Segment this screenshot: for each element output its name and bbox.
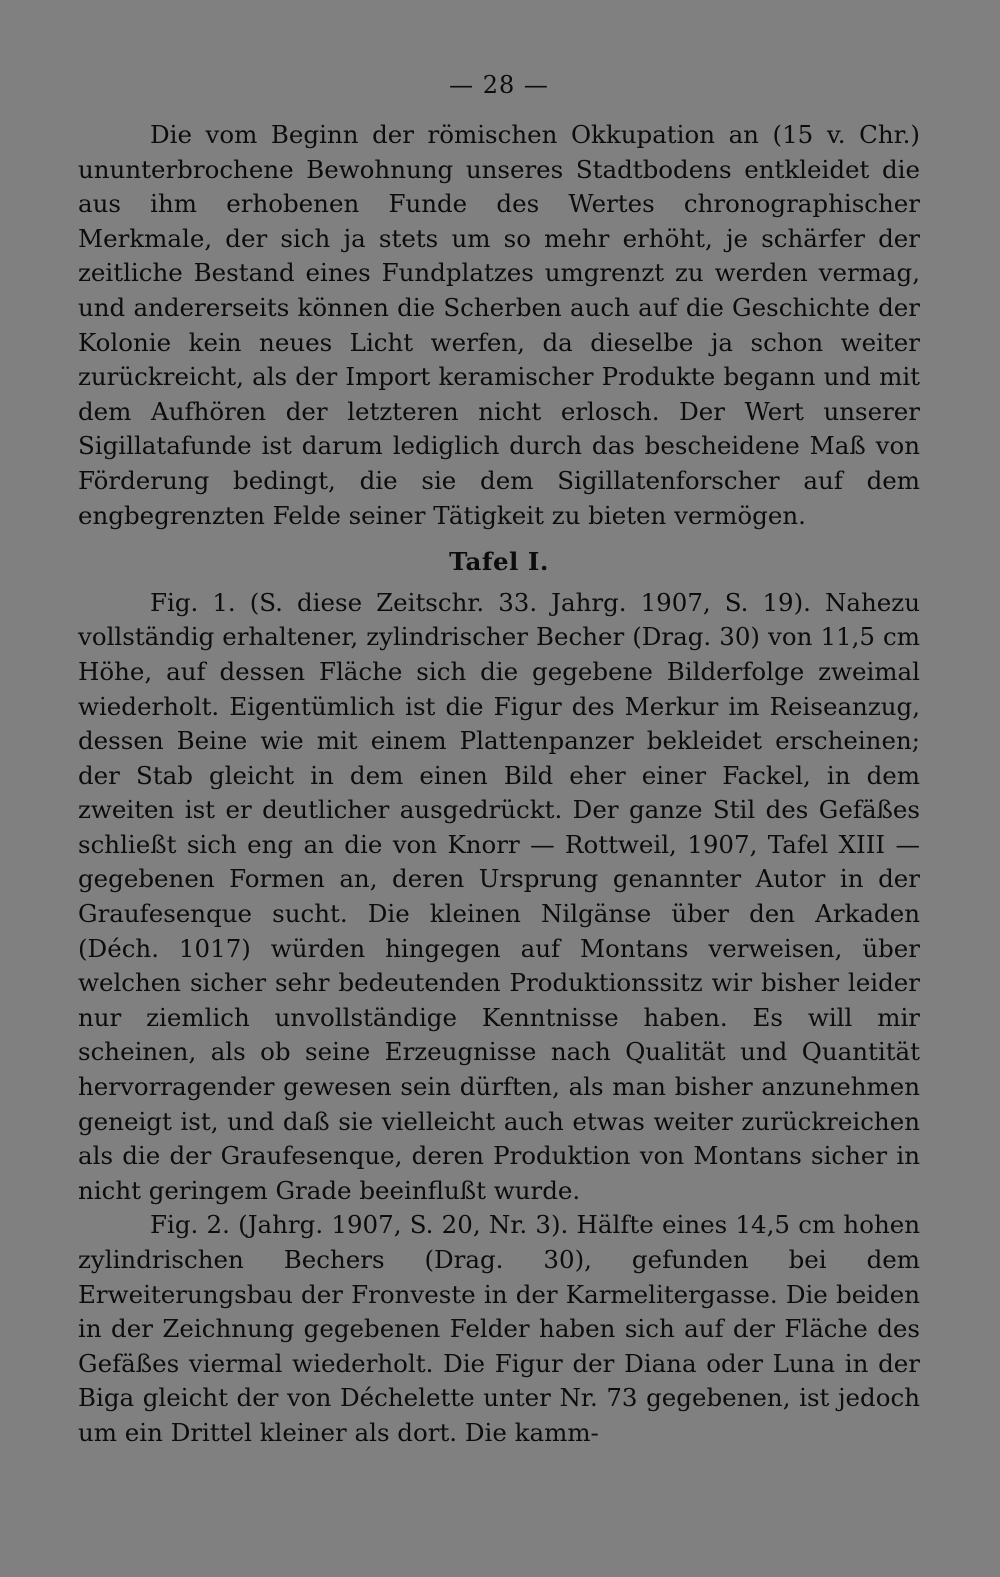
fig-1-paragraph: Fig. 1. (S. diese Zeitschr. 33. Jahrg. 1907, S. 19). Nahezu vollständig erhaltener, zylindrischer Becher (Drag. 30) von 11,5 cm Höhe, auf dessen Fläche sich die gegebene Bilderfolge zweimal wiederholt. Eigentümlich ist die Figur des Merkur im Reiseanzug, dessen Beine wie mit einem Plattenpanzer bekleidet erscheinen; der Stab gleicht in dem einen Bild eher einer Fackel, in dem zweiten ist er deutlicher ausgedrückt. Der ganze Stil des Gefäßes schließt sich eng an die von Knorr — Rottweil, 1907, Tafel XIII — gegebenen Formen an, deren Ursprung genannter Autor in der Graufesenque sucht. Die kleinen Nilgänse über den Arkaden (Déch. 1017) würden hingegen auf Montans verweisen, über welchen sicher sehr bedeutenden Produktionssitz wir bisher leider nur ziemlich unvollständige Kenntnisse haben. Es will mir scheinen, als ob seine Erzeugnisse nach Qualität und Quantität hervorragender gewesen sein dürften, als man bisher anzunehmen geneigt ist, und daß sie vielleicht auch etwas weiter zurückreichen als die der Graufesenque, deren Produktion von Montans sicher in nicht geringem Grade beeinflußt wurde. [78,587,920,1205]
document-page [78,70,920,1451]
intro-paragraph: Die vom Beginn der römischen Okkupation an (15 v. Chr.) ununterbrochene Bewohnung unseres Stadtbodens entkleidet die aus ihm erhobenen Funde des Wertes chronographischer Merkmale, der sich ja stets um so mehr erhöht, je schärfer der zeitliche Bestand eines Fundplatzes umgrenzt zu werden vermag, und andererseits können die Scherben auch auf die Geschichte der Kolonie kein neues Licht werfen, da dieselbe ja schon weiter zurückreicht, als der Import keramischer Produkte begann und mit dem Aufhören der letzteren nicht erlosch. Der Wert unserer Sigillatafunde ist darum lediglich durch das bescheidene Maß von Förderung bedingt, die sie dem Sigillatenforscher auf dem engbegrenzten Felde seiner Tätigkeit zu bieten vermögen. [78,120,920,530]
section-heading: Tafel I. [449,547,549,577]
page-number: — 28 — [449,71,549,99]
fig-2-paragraph: Fig. 2. (Jahrg. 1907, S. 20, Nr. 3). Hälfte eines 14,5 cm hohen zylindrischen Bechers (Drag. 30), gefunden bei dem Erweiterungsbau der Fronveste in der Karmelitergasse. Die beiden in der Zeichnung gegebenen Felder haben sich auf der Fläche des Gefäßes viermal wiederholt. Die Figur der Diana oder Luna in der Biga gleicht der von Déchelette unter Nr. 73 gegebenen, ist jedoch um ein Drittel kleiner als dort. Die kamm- [78,1210,920,1447]
